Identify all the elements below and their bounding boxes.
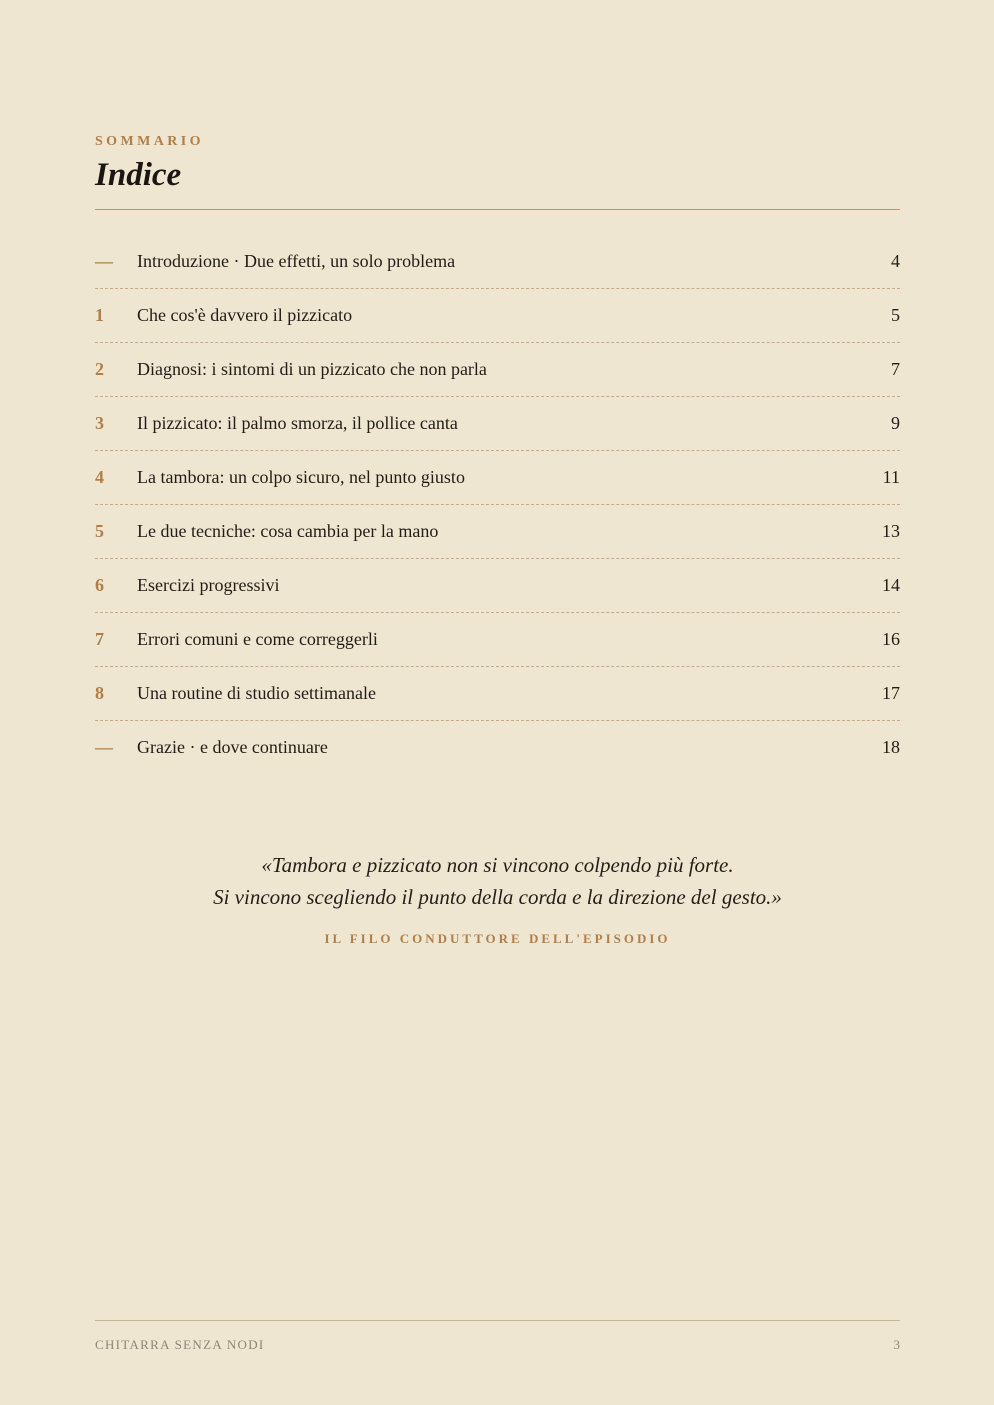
page-title: Indice: [95, 157, 182, 193]
toc-marker: 1: [95, 305, 104, 325]
toc-marker: —: [95, 251, 113, 271]
toc-label: Una routine di studio settimanale: [137, 683, 376, 703]
toc-entry-7[interactable]: [95, 613, 900, 667]
toc-marker: 7: [95, 629, 104, 649]
toc-entry-5[interactable]: [95, 505, 900, 559]
table-of-contents: [95, 235, 900, 774]
toc-page-number: 11: [882, 467, 900, 487]
toc-entry-outro[interactable]: [95, 721, 900, 774]
toc-entry-3[interactable]: [95, 397, 900, 451]
toc-entry-8[interactable]: [95, 667, 900, 721]
toc-entry-intro[interactable]: [95, 235, 900, 289]
toc-marker: 3: [95, 413, 104, 433]
toc-page-number: 14: [882, 575, 900, 595]
toc-page-number: 7: [891, 359, 900, 379]
footer-page-number: 3: [893, 1337, 900, 1352]
toc-marker: 5: [95, 521, 104, 541]
toc-page-number: 16: [882, 629, 900, 649]
toc-page-number: 18: [882, 737, 900, 757]
quote-line-2: Si vincono scegliendo il punto della corda e la direzione del gesto.»: [213, 885, 782, 909]
quote-source: IL FILO CONDUTTORE DELL'EPISODIO: [324, 931, 671, 946]
toc-marker: —: [95, 737, 113, 757]
toc-label: Grazie · e dove continuare: [137, 737, 328, 757]
toc-label: Le due tecniche: cosa cambia per la mano: [137, 521, 439, 541]
toc-marker: 8: [95, 683, 104, 703]
section-eyebrow: SOMMARIO: [95, 134, 204, 149]
toc-page: [95, 0, 900, 1405]
toc-entry-4[interactable]: [95, 451, 900, 505]
toc-label: La tambora: un colpo sicuro, nel punto giusto: [137, 467, 465, 487]
toc-label: Diagnosi: i sintomi di un pizzicato che non parla: [137, 359, 487, 379]
toc-page-number: 17: [882, 683, 900, 703]
toc-page-number: 13: [882, 521, 900, 541]
footer-publication-name: CHITARRA SENZA NODI: [95, 1337, 265, 1352]
toc-entry-2[interactable]: [95, 343, 900, 397]
toc-label: Il pizzicato: il palmo smorza, il pollice canta: [137, 413, 458, 433]
toc-label: Esercizi progressivi: [137, 575, 280, 595]
toc-page-number: 9: [891, 413, 900, 433]
toc-label: Che cos'è davvero il pizzicato: [137, 305, 353, 325]
toc-entry-1[interactable]: [95, 289, 900, 343]
toc-label: Errori comuni e come correggerli: [137, 629, 378, 649]
footer-divider: [95, 1320, 900, 1321]
toc-entry-6[interactable]: [95, 559, 900, 613]
pull-quote: [95, 849, 900, 913]
toc-marker: 4: [95, 467, 104, 487]
toc-marker: 6: [95, 575, 104, 595]
toc-page-number: 5: [891, 305, 900, 325]
toc-marker: 2: [95, 359, 104, 379]
quote-line-1: «Tambora e pizzicato non si vincono colpendo più forte.: [261, 853, 734, 877]
toc-page-number: 4: [891, 251, 900, 271]
toc-label: Introduzione · Due effetti, un solo problema: [137, 251, 456, 271]
title-divider: [95, 209, 900, 210]
